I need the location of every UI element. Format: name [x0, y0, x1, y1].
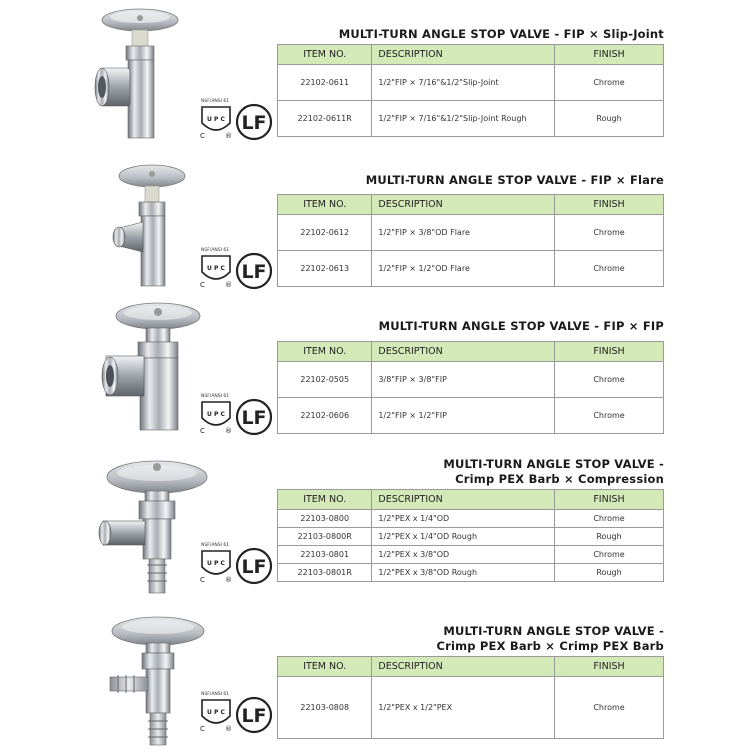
finish: Chrome: [555, 215, 664, 251]
item-no: 22102-0611R: [278, 101, 372, 137]
spec-table: [277, 194, 664, 287]
svg-text:C: C: [200, 132, 205, 140]
description: 1/2"PEX x 1/2"PEX: [372, 677, 555, 739]
certification-marks: [199, 541, 274, 592]
cupc-mark-icon: [200, 256, 232, 289]
svg-text:U P C: U P C: [207, 116, 225, 123]
col-header-item-no: ITEM NO.: [278, 657, 372, 677]
item-no: 22102-0611: [278, 65, 372, 101]
finish: Chrome: [555, 398, 664, 434]
lead-free-lf-icon: [237, 698, 271, 732]
svg-text:C: C: [200, 281, 205, 289]
certification-marks: [199, 97, 274, 148]
description: 1/2"PEX x 1/4"OD: [372, 510, 555, 528]
nsf-ansi-61-text: NSF/ANSI 61: [201, 99, 230, 104]
description: 1/2"PEX x 3/8"OD Rough: [372, 564, 555, 582]
nsf-ansi-61-text: NSF/ANSI 61: [201, 692, 230, 697]
col-header-finish: FINISH: [555, 657, 664, 677]
table-row: [278, 564, 664, 582]
table-row: [278, 510, 664, 528]
description: 1/2"FIP × 1/2"OD Flare: [372, 251, 555, 287]
svg-text:C: C: [200, 427, 205, 435]
section-title: [443, 457, 664, 487]
col-header-item-no: ITEM NO.: [278, 342, 372, 362]
finish: Rough: [555, 528, 664, 546]
angle-stop-valve-slip-joint-image: [88, 6, 198, 146]
angle-stop-valve-fip-image: [100, 298, 212, 436]
item-no: 22103-0801R: [278, 564, 372, 582]
description: 1/2"FIP × 3/8"OD Flare: [372, 215, 555, 251]
table-row: [278, 677, 664, 739]
svg-text:U P C: U P C: [207, 411, 225, 418]
col-header-finish: FINISH: [555, 195, 664, 215]
col-header-description: DESCRIPTION: [372, 342, 555, 362]
item-no: 22102-0505: [278, 362, 372, 398]
svg-text:LF: LF: [241, 112, 267, 134]
svg-text:®: ®: [225, 132, 232, 140]
nsf-ansi-61-text: NSF/ANSI 61: [201, 394, 230, 399]
finish: Chrome: [555, 510, 664, 528]
svg-text:LF: LF: [241, 556, 267, 578]
col-header-finish: FINISH: [555, 342, 664, 362]
col-header-finish: FINISH: [555, 45, 664, 65]
table-row: [278, 101, 664, 137]
svg-text:U P C: U P C: [207, 265, 225, 272]
description: 1/2"PEX x 1/4"OD Rough: [372, 528, 555, 546]
col-header-description: DESCRIPTION: [372, 490, 555, 510]
table-row: [278, 398, 664, 434]
section-title-line-2: Crimp PEX Barb × Compression: [455, 472, 664, 486]
table-row: [278, 215, 664, 251]
cupc-mark-icon: [200, 551, 232, 584]
table-row: [278, 546, 664, 564]
description: 1/2"FIP × 7/16"&1/2"Slip-Joint Rough: [372, 101, 555, 137]
finish: Chrome: [555, 362, 664, 398]
description: 1/2"FIP × 7/16"&1/2"Slip-Joint: [372, 65, 555, 101]
svg-text:®: ®: [225, 281, 232, 289]
description: 1/2"FIP × 1/2"FIP: [372, 398, 555, 434]
description: 1/2"PEX x 3/8"OD: [372, 546, 555, 564]
svg-text:C: C: [200, 576, 205, 584]
section-title-line-1: MULTI-TURN ANGLE STOP VALVE -: [443, 457, 664, 471]
svg-text:LF: LF: [241, 705, 267, 727]
lead-free-lf-icon: [237, 400, 271, 434]
item-no: 22103-0801: [278, 546, 372, 564]
item-no: 22103-0800: [278, 510, 372, 528]
lead-free-lf-icon: [237, 549, 271, 583]
section-title: [436, 624, 664, 654]
finish: Rough: [555, 564, 664, 582]
svg-text:C: C: [200, 725, 205, 733]
col-header-item-no: ITEM NO.: [278, 195, 372, 215]
table-row: [278, 65, 664, 101]
finish: Chrome: [555, 251, 664, 287]
finish: Chrome: [555, 546, 664, 564]
section-title-line-1: MULTI-TURN ANGLE STOP VALVE -: [443, 624, 664, 638]
spec-table: [277, 341, 664, 434]
section-title-line-2: Crimp PEX Barb × Crimp PEX Barb: [436, 639, 664, 653]
spec-table: [277, 44, 664, 137]
svg-text:U P C: U P C: [207, 709, 225, 716]
section-title: MULTI-TURN ANGLE STOP VALVE - FIP × FIP: [378, 319, 664, 333]
finish: Rough: [555, 101, 664, 137]
svg-text:®: ®: [225, 725, 232, 733]
item-no: 22103-0808: [278, 677, 372, 739]
col-header-description: DESCRIPTION: [372, 195, 555, 215]
col-header-description: DESCRIPTION: [372, 657, 555, 677]
spec-table: [277, 656, 664, 739]
col-header-description: DESCRIPTION: [372, 45, 555, 65]
cupc-mark-icon: [200, 107, 232, 140]
lead-free-lf-icon: [237, 254, 271, 288]
item-no: 22102-0606: [278, 398, 372, 434]
svg-text:®: ®: [225, 427, 232, 435]
col-header-item-no: ITEM NO.: [278, 490, 372, 510]
finish: Chrome: [555, 677, 664, 739]
angle-stop-valve-pex-pex-image: [100, 615, 215, 747]
col-header-finish: FINISH: [555, 490, 664, 510]
svg-text:LF: LF: [241, 261, 267, 283]
item-no: 22102-0613: [278, 251, 372, 287]
item-no: 22103-0800R: [278, 528, 372, 546]
lead-free-lf-icon: [237, 105, 271, 139]
nsf-ansi-61-text: NSF/ANSI 61: [201, 543, 230, 548]
svg-text:U P C: U P C: [207, 560, 225, 567]
svg-text:®: ®: [225, 576, 232, 584]
certification-marks: [199, 392, 274, 443]
cupc-mark-icon: [200, 402, 232, 435]
certification-marks: [199, 690, 274, 741]
certification-marks: [199, 246, 274, 297]
table-row: [278, 528, 664, 546]
section-title: MULTI-TURN ANGLE STOP VALVE - FIP × Flare: [365, 173, 664, 187]
item-no: 22102-0612: [278, 215, 372, 251]
svg-text:LF: LF: [241, 407, 267, 429]
description: 3/8"FIP × 3/8"FIP: [372, 362, 555, 398]
col-header-item-no: ITEM NO.: [278, 45, 372, 65]
section-title: MULTI-TURN ANGLE STOP VALVE - FIP × Slip-Joint: [338, 27, 664, 41]
cupc-mark-icon: [200, 700, 232, 733]
table-row: [278, 362, 664, 398]
spec-table: [277, 489, 664, 582]
angle-stop-valve-pex-compression-image: [95, 455, 215, 595]
nsf-ansi-61-text: NSF/ANSI 61: [201, 248, 230, 253]
table-row: [278, 251, 664, 287]
angle-stop-valve-flare-image: [105, 160, 200, 290]
finish: Chrome: [555, 65, 664, 101]
